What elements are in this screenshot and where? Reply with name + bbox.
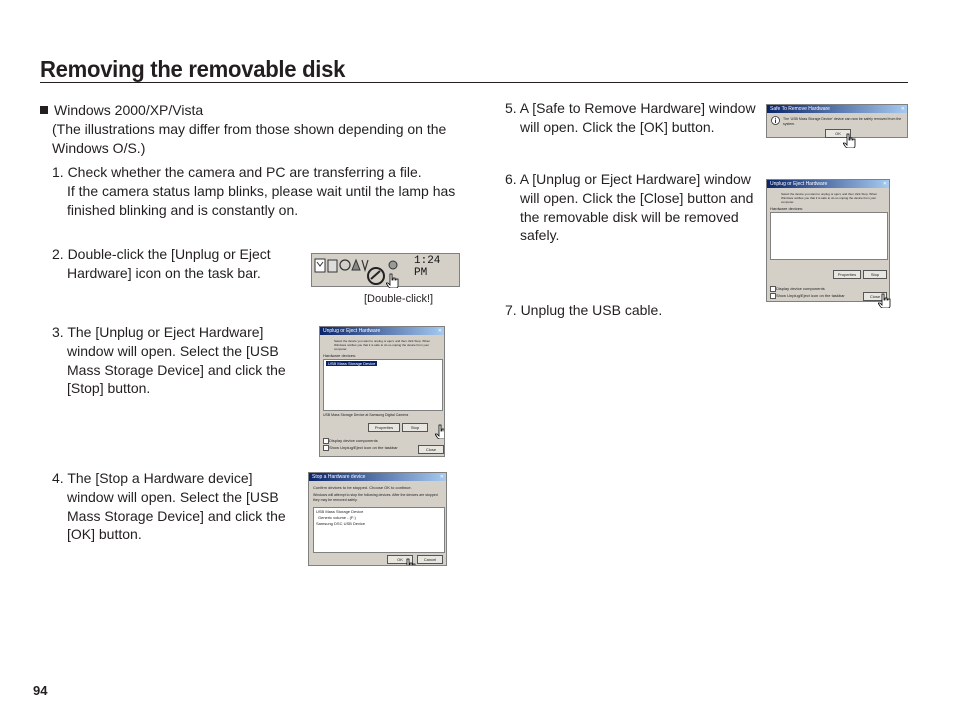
title-divider <box>40 82 908 83</box>
step-line: finished blinking and is constantly on. <box>67 201 299 218</box>
checkbox-label: Display device components <box>329 438 378 443</box>
step-line: If the camera status lamp blinks, please wait until the lamp has <box>67 182 456 199</box>
step-line: window will open. Select the [USB <box>67 342 279 359</box>
close-icon[interactable]: ✕ <box>900 106 905 112</box>
stop-device-list[interactable] <box>313 507 445 553</box>
step-line: will open. Click the [Close] button and <box>520 189 754 206</box>
os-text: Windows 2000/XP/Vista <box>54 102 204 118</box>
step-line: window will open. Select the [USB <box>67 488 279 505</box>
intro-note-line: (The illustrations may differ from those shown depending on the <box>52 121 447 137</box>
hand-cursor-icon <box>386 273 400 288</box>
stop-button[interactable]: Stop <box>402 423 428 432</box>
safe-remove-message: The 'USB Mass Storage Device' device can now be safely removed from the system. <box>783 117 902 126</box>
step-line: [Stop] button. <box>67 380 151 397</box>
list-item[interactable]: USB Mass Storage Device <box>328 361 376 366</box>
list-label: Hardware devices: <box>323 353 357 358</box>
step-line: Mass Storage Device] and click the <box>67 361 286 378</box>
step-line: 5. A [Safe to Remove Hardware] window <box>505 100 756 116</box>
window-title: Safe To Remove Hardware <box>770 106 830 112</box>
close-icon[interactable]: ✕ <box>882 181 887 187</box>
close-button[interactable]: Close <box>418 445 444 454</box>
page-number: 94 <box>33 683 48 698</box>
hardware-device-list[interactable] <box>770 212 888 260</box>
properties-button[interactable]: Properties <box>833 270 861 279</box>
step-3 <box>52 323 286 398</box>
window-titlebar <box>767 105 907 113</box>
step-line: safely. <box>520 227 560 244</box>
close-icon[interactable]: ✕ <box>437 328 442 334</box>
step-1 <box>52 163 455 219</box>
taskbar-figure <box>311 253 460 287</box>
unplug-eject-window <box>319 326 445 457</box>
window-title: Stop a Hardware device <box>312 474 366 480</box>
unplug-eject-window-2 <box>766 179 890 302</box>
list-label: Hardware devices: <box>770 206 804 211</box>
properties-button[interactable]: Properties <box>368 423 400 432</box>
intro-note <box>52 120 446 158</box>
stop-hardware-window <box>308 472 447 566</box>
device-status-text: USB Mass Storage Device at Samsung Digital Camera <box>323 413 409 417</box>
stop-button[interactable]: Stop <box>863 270 887 279</box>
window-title: Unplug or Eject Hardware <box>323 328 381 334</box>
window-description: Select the device you want to unplug or eject, and then click Stop. When Windows notifies you that it is safe to do so unplug the device from your computer. <box>334 339 431 351</box>
ok-button[interactable]: OK <box>387 555 413 564</box>
square-bullet-icon <box>40 106 48 114</box>
window-description: Select the device you want to unplug or eject, and then click Stop. When Windows notifies you that it is safe to do so unplug the device from your computer. <box>781 192 878 204</box>
list-item[interactable]: Generic volume - (F:) <box>318 515 356 520</box>
window-titlebar <box>309 473 446 481</box>
step-line: 6. A [Unplug or Eject Hardware] window <box>505 171 751 187</box>
window-titlebar <box>767 180 889 188</box>
page-title: Removing the removable disk <box>40 56 346 82</box>
step-line: 3. The [Unplug or Eject Hardware] <box>52 324 264 340</box>
step-line: 2. Double-click the [Unplug or Eject <box>52 246 271 262</box>
double-click-caption: [Double-click!] <box>364 293 434 305</box>
step-4 <box>52 469 286 544</box>
tray-clock: 1:24 PM <box>414 255 441 279</box>
close-button[interactable]: Close <box>863 292 887 301</box>
hand-cursor-icon <box>878 293 892 308</box>
step-7 <box>505 301 662 320</box>
step-2 <box>52 245 271 283</box>
cancel-button[interactable]: Cancel <box>417 555 443 564</box>
window-title: Unplug or Eject Hardware <box>770 181 828 187</box>
step-line: will open. Click the [OK] button. <box>520 118 715 135</box>
step-line: 1. Check whether the camera and PC are transferring a file. <box>52 164 422 180</box>
step-line: Hardware] icon on the task bar. <box>67 264 261 281</box>
window-titlebar <box>320 327 444 335</box>
list-item[interactable]: USB Mass Storage Device <box>316 509 364 514</box>
step-line: [OK] button. <box>67 526 142 543</box>
hand-cursor-icon <box>403 558 417 566</box>
step-line: 7. Unplug the USB cable. <box>505 302 663 318</box>
step-6 <box>505 170 753 245</box>
ok-button[interactable]: OK <box>825 129 851 138</box>
step-line: 4. The [Stop a Hardware device] <box>52 470 253 486</box>
step-line: the removable disk will be removed <box>520 208 739 225</box>
os-heading <box>40 101 203 120</box>
intro-note-line: Windows O/S.) <box>52 139 146 156</box>
step-line: Mass Storage Device] and click the <box>67 507 286 524</box>
info-icon <box>771 116 780 125</box>
close-icon[interactable]: ✕ <box>439 474 444 480</box>
hardware-device-list[interactable] <box>323 359 443 411</box>
checkbox-label: Show Unplug/Eject icon on the taskbar <box>329 445 398 450</box>
hand-cursor-icon <box>843 133 857 148</box>
safe-to-remove-window <box>766 104 908 138</box>
checkbox-label: Show Unplug/Eject icon on the taskbar <box>776 293 845 298</box>
confirm-text: Confirm devices to be stopped. Choose OK to continue. <box>313 485 412 490</box>
info-text: Windows will attempt to stop the following devices. After the devices are stopped they may be removed safely. <box>313 493 438 502</box>
step-5 <box>505 99 756 137</box>
checkbox-label: Display device components <box>776 286 825 291</box>
list-item[interactable]: Samsung DSC USB Device <box>316 521 366 526</box>
hand-cursor-icon <box>435 424 445 439</box>
